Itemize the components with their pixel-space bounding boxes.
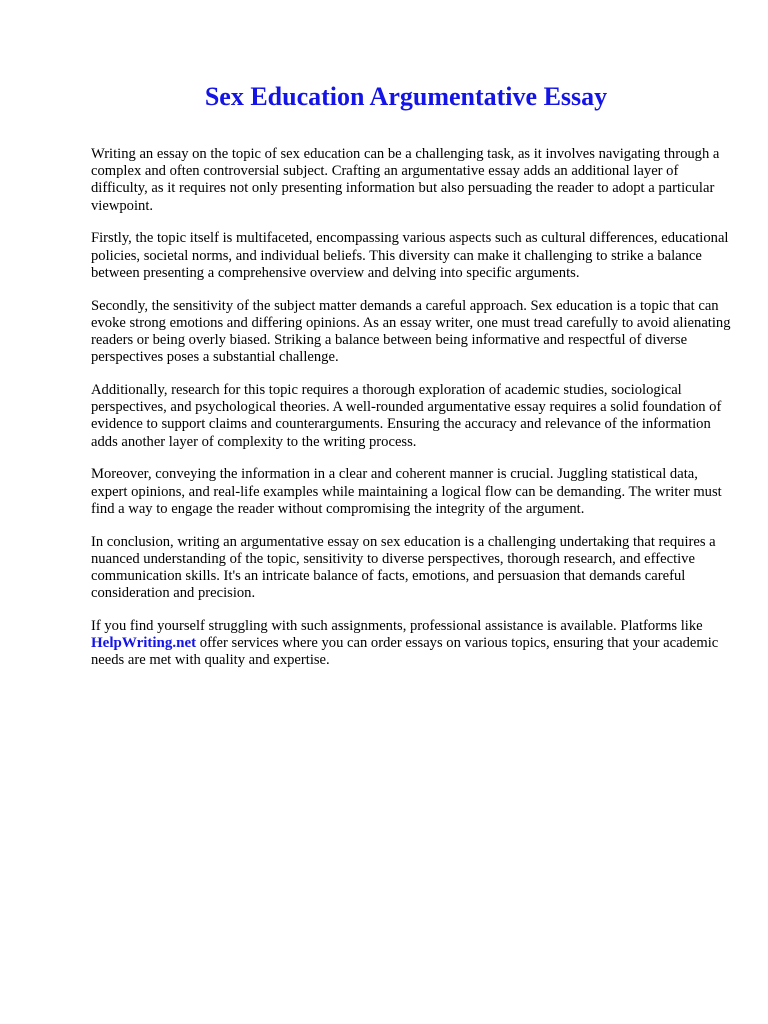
- assistance-text-before: If you find yourself struggling with such assignments, professional assistance is available. Platforms like: [91, 618, 703, 635]
- paragraph-additionally: Additionally, research for this topic requires a thorough exploration of academic studies, sociological perspectives, and psychological theories. A well-rounded argumentative essay requires a solid foundation of evidence to support claims and counterarguments. Ensuring the accuracy and relevance of the information adds another layer of complexity to the writing process.: [91, 382, 722, 450]
- paragraph-secondly: Secondly, the sensitivity of the subject matter demands a careful approach. Sex education is a topic that can evoke strong emotions and differing opinions. As an essay writer, one must tread carefully to avoid alienating readers or being overly biased. Striking a balance between being informative and respectful of diverse perspectives poses a substantial challenge.: [91, 297, 731, 366]
- assistance-text-after: offer services where you can order essays on various topics, ensuring that your academic needs are met with quality and expertise.: [91, 635, 719, 669]
- paragraph-intro: Writing an essay on the topic of sex education can be a challenging task, as it involves navigating through a complex and often controversial subject. Crafting an argumentative essay adds an additional layer of difficulty, as it requires not only presenting information but also persuading the reader to adopt a particular viewpoint.: [91, 146, 720, 214]
- paragraph-assistance: [91, 618, 731, 670]
- paragraph-firstly: Firstly, the topic itself is multifaceted, encompassing various aspects such as cultural differences, educational policies, societal norms, and individual beliefs. This diversity can make it challenging to strike a balance between presenting a comprehensive overview and delving into specific arguments.: [91, 230, 729, 281]
- essay-body: [91, 146, 731, 685]
- page-title: Sex Education Argumentative Essay: [204, 82, 608, 111]
- paragraph-moreover: Moreover, conveying the information in a clear and coherent manner is crucial. Juggling statistical data, expert opinions, and real-life examples while maintaining a logical flow can be demanding. The writer must find a way to engage the reader without compromising the integrity of the argument.: [91, 466, 722, 517]
- paragraph-conclusion: In conclusion, writing an argumentative essay on sex education is a challenging undertaking that requires a nuanced understanding of the topic, sensitivity to diverse perspectives, thorough research, and effective communication skills. It's an intricate balance of facts, emotions, and persuasion that demands careful consideration and precision.: [91, 533, 716, 602]
- helpwriting-link[interactable]: HelpWriting.net: [91, 635, 197, 652]
